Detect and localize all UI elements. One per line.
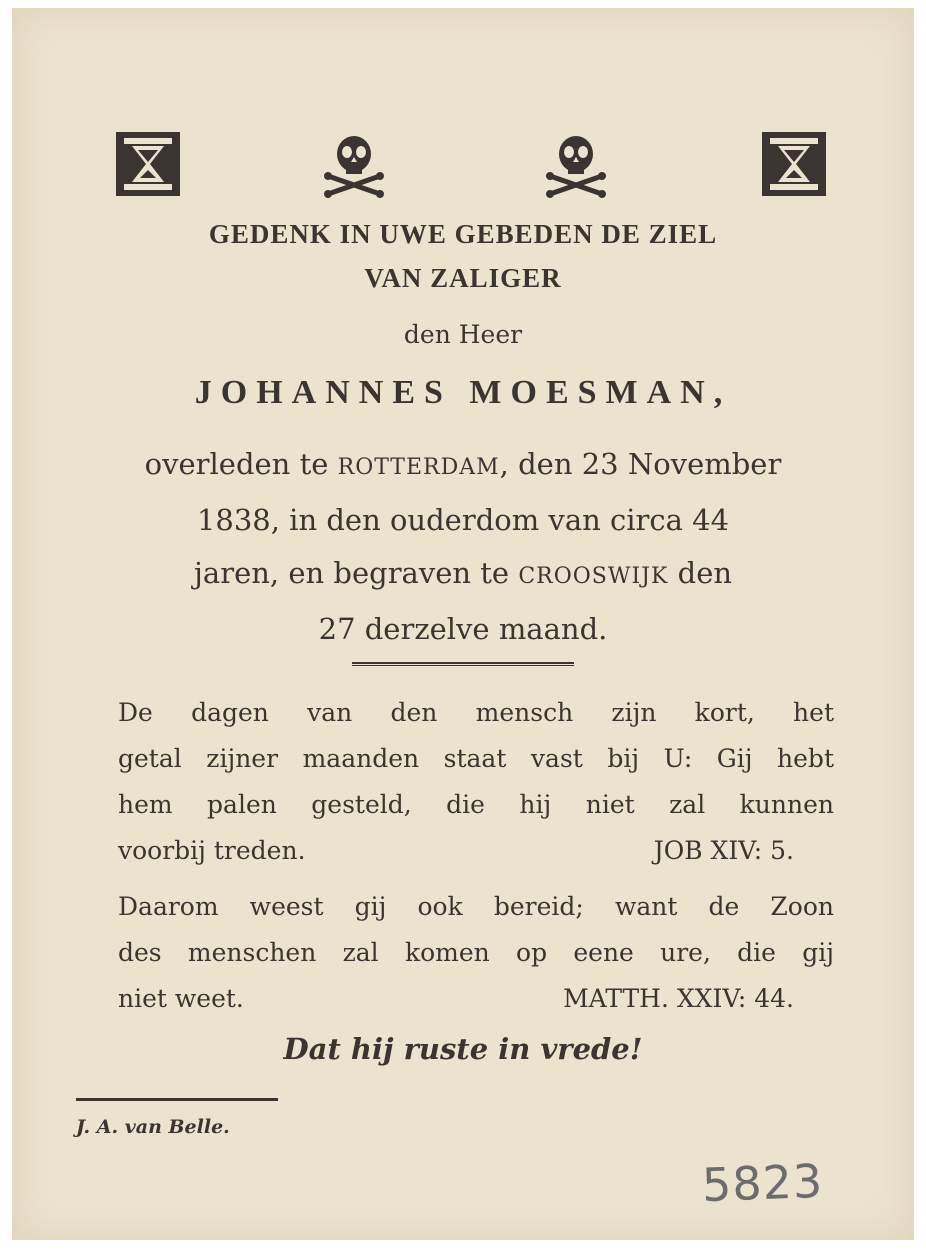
- verse-line: De dagen van den mensch zijn kort, het: [118, 698, 834, 727]
- burial-place: CROOSWIJK: [518, 564, 669, 589]
- verse-job: [118, 690, 834, 874]
- ornament-row: [12, 128, 914, 208]
- skull-crossbones-icon: [540, 128, 612, 200]
- verse-last-line: [118, 976, 834, 1022]
- printer-name: J. A. van Belle.: [76, 1116, 230, 1138]
- verse-line: getal zijner maanden staat vast bij U: Gij hebt: [118, 744, 834, 773]
- death-line-3: [12, 547, 914, 603]
- verse-line: des menschen zal komen op eene ure, die gij: [118, 938, 834, 967]
- hourglass-icon: [758, 128, 830, 200]
- memorial-card: [12, 8, 914, 1240]
- place-of-death: ROTTERDAM: [337, 455, 500, 480]
- verse-matthew: [118, 884, 834, 1022]
- hourglass-icon: [112, 128, 184, 200]
- deceased-name: JOHANNES MOESMAN,: [194, 374, 732, 411]
- heading: [12, 212, 914, 300]
- verse-line: hem palen gesteld, die hij niet zal kunnen: [118, 790, 834, 819]
- verse-line-text: niet weet.: [118, 984, 244, 1013]
- death-text-b: , den 23 November: [499, 447, 782, 481]
- death-text-d: jaren, en begraven te: [193, 556, 519, 590]
- death-details: [12, 438, 914, 656]
- scripture-reference: MATTH. XXIV: 44.: [563, 984, 794, 1013]
- inventory-number: 5823: [701, 1153, 824, 1213]
- death-line-4: 27 derzelve maand.: [318, 612, 608, 646]
- heading-line-1: GEDENK IN UWE GEBEDEN DE ZIEL: [208, 219, 718, 249]
- death-text-a: overleden te: [144, 447, 338, 481]
- divider: [352, 662, 574, 666]
- scripture-reference: JOB XIV: 5.: [653, 836, 794, 865]
- death-text-e: den: [668, 556, 733, 590]
- verse-last-line: [118, 828, 834, 874]
- honorific: den Heer: [403, 320, 523, 349]
- heading-line-2: VAN ZALIGER: [364, 263, 562, 293]
- verse-line-text: voorbij treden.: [118, 836, 306, 865]
- skull-crossbones-icon: [318, 128, 390, 200]
- verse-line: Daarom weest gij ook bereid; want de Zoon: [118, 892, 834, 921]
- death-line-2: 1838, in den ouderdom van circa 44: [196, 503, 730, 537]
- death-line-1: [12, 438, 914, 494]
- closing-prayer: Dat hij ruste in vrede!: [283, 1032, 643, 1066]
- printer-divider: [76, 1098, 278, 1101]
